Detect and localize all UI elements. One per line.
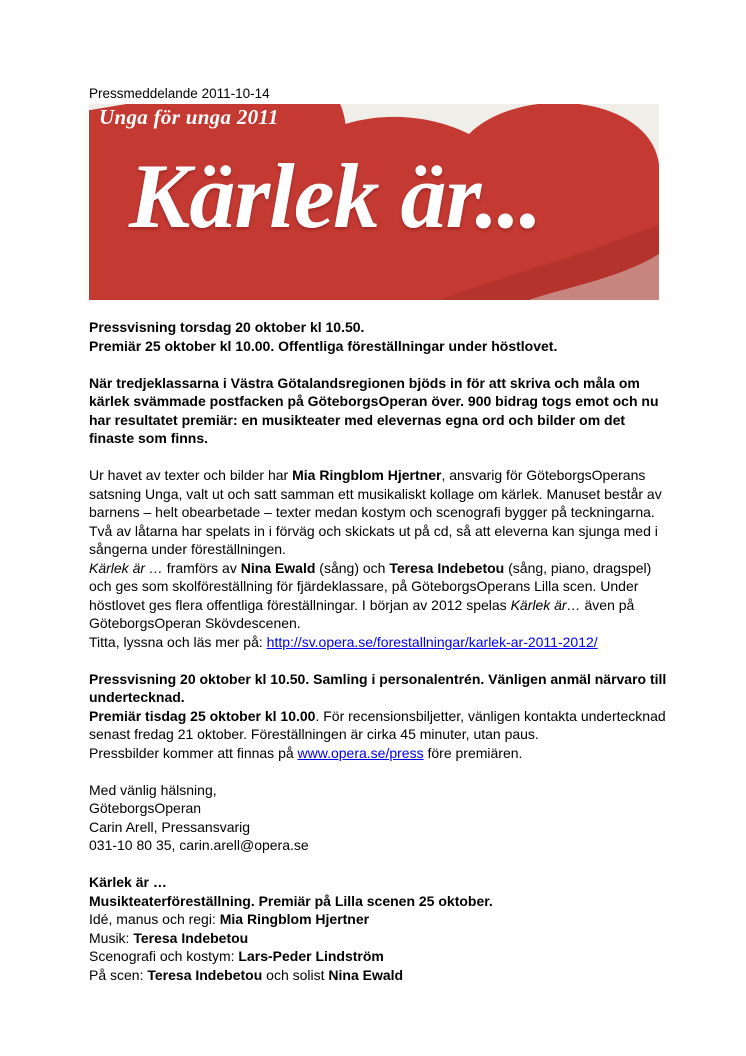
banner-title: Kärlek är... bbox=[129, 145, 542, 247]
intro-line-2: Premiär 25 oktober kl 10.00. Offentliga föreställningar under höstlovet. bbox=[89, 337, 558, 354]
press-release bbox=[89, 86, 669, 984]
signature-contact: 031-10 80 35, carin.arell@opera.se bbox=[89, 837, 309, 853]
premiere-paragraph: Premiär tisdag 25 oktober kl 10.00. För recensionsbiljetter, vänligen kontakta undertecknad senast fredag 21 oktober. Föreställningen är cirka 45 minuter, utan paus. bbox=[89, 707, 666, 742]
credit-idea: Idé, manus och regi: Mia Ringblom Hjertner bbox=[89, 911, 370, 927]
press-photos-link[interactable]: www.opera.se/press bbox=[297, 744, 424, 761]
credits-subtitle: Musikteaterföreställning. Premiär på Lilla scenen 25 oktober. bbox=[89, 892, 493, 909]
body-paragraph-3: Titta, lyssna och läs mer på: http://sv.opera.se/forestallningar/karlek-ar-2011-2012/ bbox=[89, 633, 598, 650]
dateline: Pressmeddelande 2011-10-14 bbox=[89, 86, 270, 101]
credit-stage: På scen: Teresa Indebetou och solist Nina Ewald bbox=[89, 966, 404, 983]
show-info-link[interactable]: http://sv.opera.se/forestallningar/karlek-ar-2011-2012/ bbox=[266, 633, 598, 650]
press-screening-heading: Pressvisning 20 oktober kl 10.50. Samling i personalentrén. Vänligen anmäl närvaro till undertecknad. bbox=[89, 670, 667, 705]
intro-line-1: Pressvisning torsdag 20 oktober kl 10.50. bbox=[89, 319, 365, 335]
banner-subtitle: Unga för unga 2011 bbox=[99, 105, 279, 129]
body-paragraph-2: Kärlek är … framförs av Nina Ewald (sång) och Teresa Indebetou (sång, piano, dragspel) och ges som skolföreställning för fjärdeklassare, på GöteborgsOperans Lilla scen. Under höstlovet ges flera offentliga föreställningar. I början av 2012 spelas Kärlek är… även på GöteborgsOperan Skövdescenen. bbox=[89, 559, 652, 631]
person-name: Mia Ringblom Hjertner bbox=[292, 467, 442, 483]
intro bbox=[89, 318, 669, 448]
person-name: Teresa Indebetou bbox=[389, 559, 505, 576]
press-info bbox=[89, 670, 669, 763]
signature-name: Carin Arell, Pressansvarig bbox=[89, 818, 251, 835]
show-title: Kärlek är… bbox=[510, 596, 581, 613]
banner bbox=[89, 104, 659, 300]
credit-music: Musik: Teresa Indebetou bbox=[89, 929, 249, 946]
person-name: Nina Ewald bbox=[240, 559, 316, 576]
lead-paragraph: När tredjeklassarna i Västra Götalandsregionen bjöds in för att skriva och måla om kärlek svämmade postfacken på GöteborgsOperan över. 900 bidrag togs emot och nu har resultatet premiär: en musikteater med elevernas egna ord och bilder om det finaste som finns. bbox=[89, 374, 659, 446]
signature-greeting: Med vänlig hälsning, bbox=[89, 781, 217, 798]
body-paragraph-1: Ur havet av texter och bilder har Mia Ringblom Hjertner, ansvarig för GöteborgsOperans satsning Unga, valt ut och satt samman ett musikaliskt kollage om kärlek. Manuset består av barnens – helt obearbetade – texter medan kostym och scenografi bygger på teckningarna. Två av låtarna har spelats in i förväg och skickats ut på cd, så att eleverna kan sjunga med i sångerna under föreställningen. bbox=[89, 467, 662, 557]
signature bbox=[89, 781, 669, 855]
body-text bbox=[89, 466, 669, 651]
signature-org: GöteborgsOperan bbox=[89, 800, 202, 816]
show-title: Kärlek är … bbox=[89, 559, 163, 576]
credits bbox=[89, 873, 669, 984]
credit-design: Scenografi och kostym: Lars-Peder Lindström bbox=[89, 948, 384, 964]
credits-title: Kärlek är … bbox=[89, 874, 167, 890]
press-photos-paragraph: Pressbilder kommer att finnas på www.opera.se/press före premiären. bbox=[89, 744, 523, 761]
